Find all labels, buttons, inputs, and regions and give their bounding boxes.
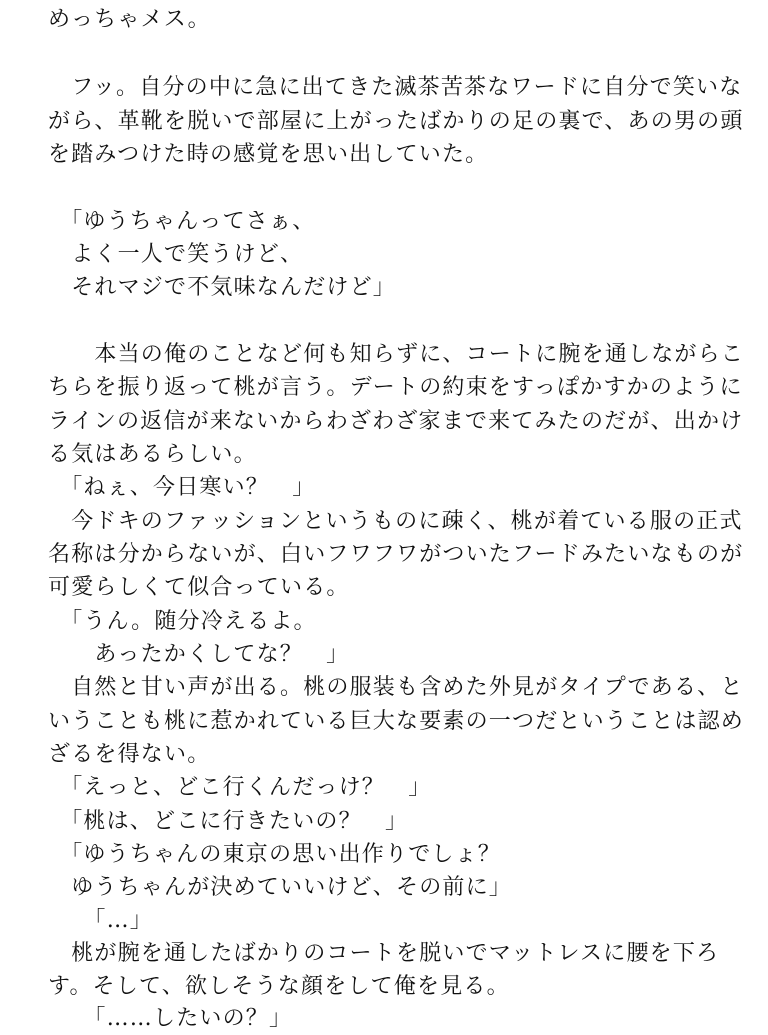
text-line: す。そして、欲しそうな顔をして俺を見る。 [48,974,510,999]
dialogue-line: 「……したいの？」 [48,1006,293,1031]
text-line: 桃が腕を通したばかりのコートを脱いでマットレスに腰を下ろ [48,941,720,966]
text-line: がら、革靴を脱いで部屋に上がったばかりの足の裏で、あの男の頭 [48,109,744,134]
dialogue-line: 「うん。随分冷えるよ。 [48,609,317,634]
dialogue-line: 「ゆうちゃんの東京の思い出作りでしょ？ [48,842,502,867]
text-line: 名称は分からないが、白いフワフワがついたフードみたいなものが [48,542,744,567]
text-line: めっちゃメス。 [48,7,211,32]
dialogue-line: 「桃は、どこに行きたいの？ 」 [48,809,409,834]
dialogue-line: ゆうちゃんが決めていいけど、その前に」 [48,875,513,900]
text-line: ざるを得ない。 [48,742,211,767]
text-line: ラインの返信が来ないからわざわざ家まで来てみたのだが、出かけ [48,409,744,434]
text-line: ちらを振り返って桃が言う。デートの約束をすっぽかすかのように [48,375,743,400]
dialogue-line: よく一人で笑うけど、 [48,242,304,267]
dialogue-line: あったかくしてな？ 」 [48,642,350,667]
dialogue-line: 「ねぇ、今日寒い？ 」 [48,475,316,500]
text-line: 自然と甘い声が出る。桃の服装も含めた外見がタイプである、と [48,675,744,700]
dialogue-line: 「…」 [48,908,154,933]
dialogue-line: それマジで不気味なんだけど」 [48,275,397,300]
text-line: る気はあるらしい。 [48,442,257,467]
dialogue-line: 「えっと、どこ行くんだっけ？ 」 [48,775,432,800]
text-line: 可愛らしくて似合っている。 [48,575,350,600]
text-line: を踏みつけた時の感覚を思い出していた。 [48,142,489,167]
dialogue-line: 「ゆうちゃんってさぁ、 [48,209,316,234]
text-line: 本当の俺のことなど何も知らずに、コートに腕を通しながらこ [48,342,745,367]
text-line: フッ。自分の中に急に出てきた滅茶苦茶なワードに自分で笑いな [48,75,743,100]
text-line: 今ドキのファッションというものに疎く、桃が着ている服の正式 [48,509,743,534]
text-line: いうことも桃に惹かれている巨大な要素の一つだということは認め [48,709,745,734]
